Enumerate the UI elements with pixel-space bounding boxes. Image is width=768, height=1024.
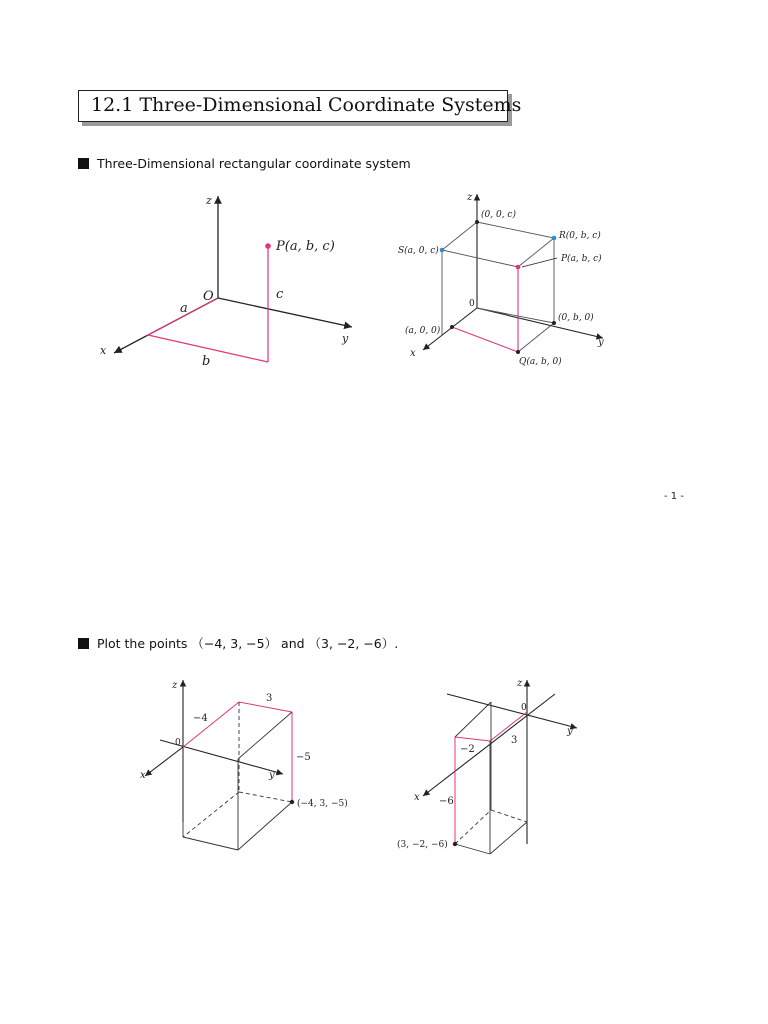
box-edge — [183, 702, 239, 747]
box-edge — [490, 822, 527, 854]
label-neg5: −5 — [296, 752, 311, 763]
box-edge — [238, 802, 292, 850]
point-p — [516, 265, 521, 270]
section-heading-plot-points — [78, 634, 398, 652]
label-p: P(a, b, c) — [561, 254, 602, 264]
label-3: 3 — [266, 693, 273, 704]
axis-label-z: z — [172, 680, 178, 691]
figure-3d-box — [395, 190, 625, 380]
label-a00: (a, 0, 0) — [405, 326, 441, 336]
figure-3d-axes-point — [90, 190, 370, 380]
box-top-face — [442, 222, 554, 267]
box-edge-hidden — [491, 810, 527, 822]
box-bottom-b-0 — [477, 308, 554, 323]
label-r: R(0, b, c) — [559, 231, 601, 241]
axis-label-x: x — [410, 348, 416, 359]
label-0b0: (0, b, 0) — [558, 313, 594, 323]
axis-label-x: x — [140, 770, 146, 781]
point-dot — [453, 842, 457, 846]
box-edge-hidden — [455, 810, 491, 844]
point-p-dot — [265, 243, 271, 249]
point-dot — [290, 800, 294, 804]
label-c: c — [276, 287, 284, 302]
label-neg4: −4 — [193, 713, 208, 724]
square-bullet-icon — [78, 158, 89, 169]
box-edge — [455, 737, 490, 741]
y-axis — [447, 694, 577, 728]
point-0b0 — [552, 321, 556, 325]
point-00c — [475, 220, 479, 224]
axis-label-y: y — [269, 770, 275, 781]
origin-label: 0 — [469, 299, 475, 309]
axis-label-z: z — [467, 192, 473, 203]
axis-label-y: y — [567, 726, 573, 737]
origin-label: 0 — [175, 738, 181, 748]
axis-label-x: x — [100, 344, 107, 357]
pink-path-a-b — [148, 298, 268, 362]
point-q — [516, 350, 520, 354]
point-s — [440, 248, 445, 253]
axis-label-z: z — [206, 194, 212, 207]
box-edge-hidden — [183, 792, 239, 837]
point-a00 — [450, 325, 454, 329]
page-number: - 1 - — [664, 491, 684, 502]
figure-plot-point-2 — [395, 672, 625, 862]
title-box — [78, 90, 522, 122]
point-p-label: P(a, b, c) — [276, 239, 335, 254]
axis-label-y: y — [342, 332, 349, 345]
section-heading-text: Plot the points （−4, 3, −5） and （3, −2, −6）. — [97, 636, 399, 651]
origin-label: O — [203, 289, 214, 304]
point-label: (−4, 3, −5) — [297, 799, 348, 809]
page-title: 12.1 Three-Dimensional Coordinate Systems — [91, 94, 522, 116]
label-a: a — [180, 301, 188, 316]
square-bullet-icon — [78, 638, 89, 649]
box-edge — [455, 844, 490, 854]
x-axis — [423, 694, 555, 796]
label-neg6: −6 — [439, 796, 454, 807]
label-q: Q(a, b, 0) — [519, 357, 562, 367]
label-s: S(a, 0, c) — [398, 246, 439, 256]
box-edge — [183, 837, 238, 850]
label-3: 3 — [511, 735, 518, 746]
box-edge-hidden — [239, 792, 292, 802]
box-edge — [238, 712, 292, 759]
section-heading-coordinate-system — [78, 156, 411, 171]
point-label: (3, −2, −6) — [397, 840, 448, 850]
box-edge — [455, 702, 491, 737]
axis-label-y: y — [598, 337, 604, 348]
box-bottom-a-q — [452, 327, 518, 352]
x-axis — [145, 747, 183, 776]
label-00c: (0, 0, c) — [481, 210, 516, 220]
box-edge — [490, 712, 527, 741]
label-b: b — [202, 354, 211, 369]
figure-plot-point-1 — [135, 672, 365, 862]
y-axis — [218, 298, 352, 327]
axis-label-z: z — [517, 678, 523, 689]
axis-label-x: x — [414, 792, 420, 803]
box-bottom-q-b — [518, 323, 554, 352]
label-neg2: −2 — [460, 744, 475, 755]
section-heading-text: Three-Dimensional rectangular coordinate system — [97, 156, 411, 171]
point-r — [552, 236, 557, 241]
origin-label: 0 — [521, 703, 527, 713]
